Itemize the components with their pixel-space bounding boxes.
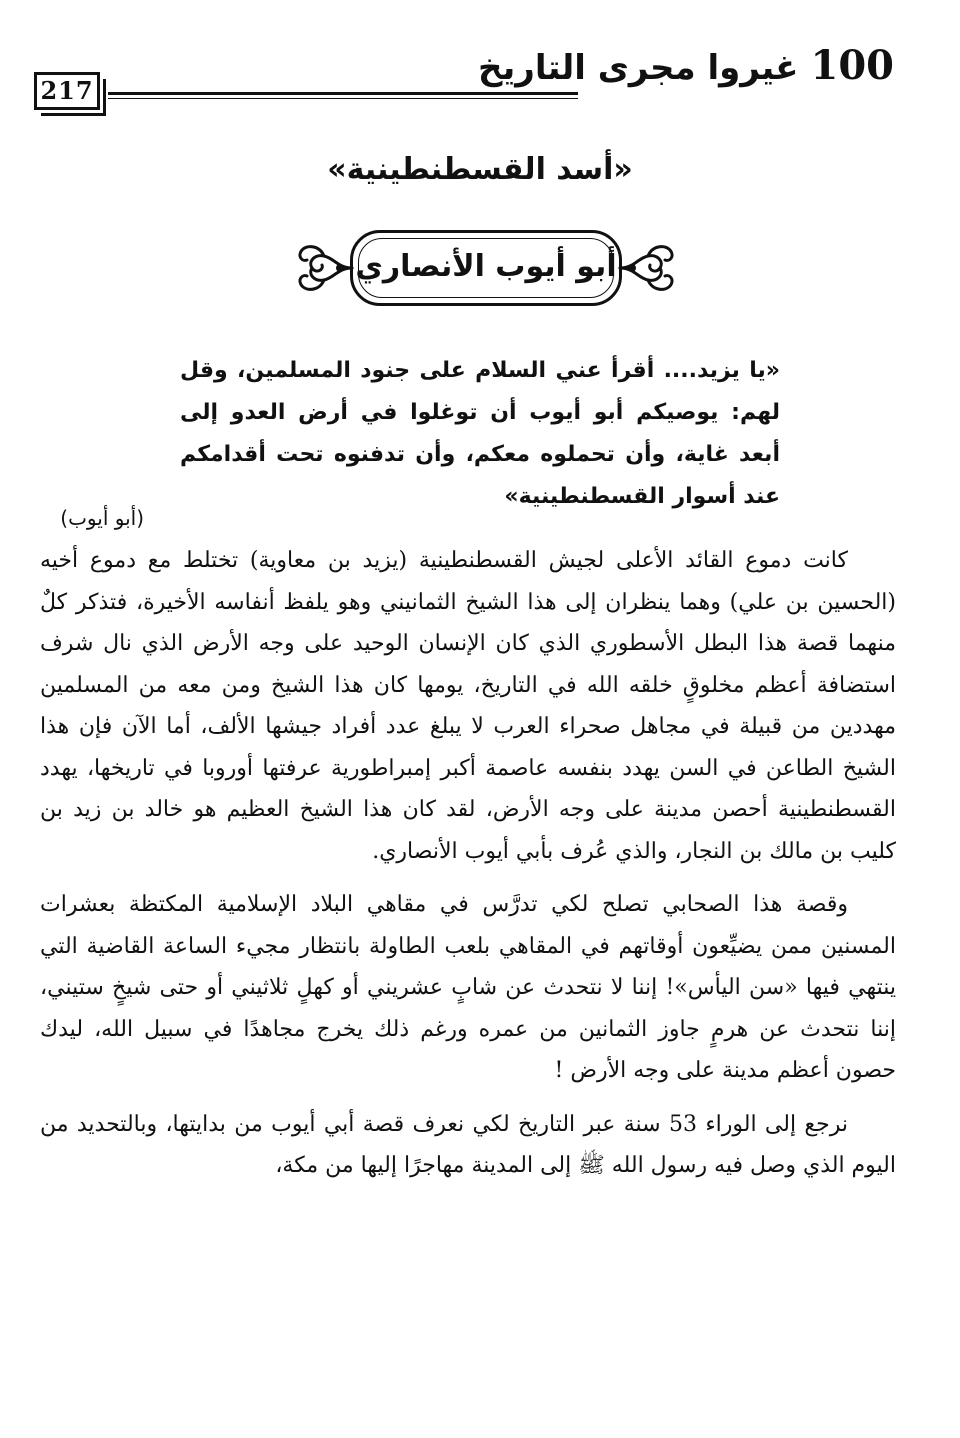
chapter-name-banner — [294, 222, 678, 314]
paragraph: كانت دموع القائد الأعلى لجيش القسطنطينية (يزيد بن معاوية) تختلط مع دموع أخيه (الحسين بن علي) وهما ينظران إلى هذا الشيخ الثمانيني وهو يلفظ أنفاسه الأخيرة، فتذكر كلٌ منهما قصة هذا البطل الأسطوري الذي كان الإنسان الوحيد على وجه الأرض الذي نال شرف استضافة أعظم مخلوقٍ خلقه الله في التاريخ، يومها كان هذا الشيخ ومن معه من المسلمين مهددين من قبيلة في مجاهل صحراء العرب لا يبلغ عدد أفراد جيشها الألف، أما الآن فإن هذا الشيخ الطاعن في السن يهدد بنفسه عاصمة أكبر إمبراطورية عرفتها أوروبا في تاريخها، يهدد القسطنطينية أحصن مدينة على وجه الأرض، لقد كان هذا الشيخ العظيم هو خالد بن زيد بن كليب بن مالك بن النجار، والذي عُرف بأبي أيوب الأنصاري. — [40, 548, 896, 864]
paragraph: وقصة هذا الصحابي تصلح لكي تدرَّس في مقاهي البلاد الإسلامية المكتظة بعشرات المسنين ممن يضيِّعون أوقاتهم في المقاهي بلعب الطاولة بانتظار مجيء الساعة القاضية التي ينتهي فيها «سن اليأس»! إننا لا نتحدث عن شابٍ عشريني أو كهلٍ ثلاثيني أو حتى شيخٍ ستيني، إننا نتحدث عن هرمٍ جاوز الثمانين من عمره ورغم ذلك يخرج مجاهدًا في سبيل الله، ليدك حصون أعظم مدينة على وجه الأرض ! — [40, 892, 896, 1083]
epigraph-source: (أبو أيوب) — [60, 506, 144, 530]
book-title-number: 100 — [810, 42, 894, 89]
chapter-subtitle: «أسد القسطنطينية» — [327, 152, 633, 187]
book-title-text: غيروا مجرى التاريخ — [478, 48, 799, 88]
page-number: 217 — [34, 72, 100, 110]
epigraph-quote: «يا يزيد.... أقرأ عني السلام على جنود المسلمين، وقل لهم: يوصيكم أبو أيوب أن توغلوا في أرض العدو إلى أبعد غاية، وأن تحملوه معكم، وأن تدفنوه تحت أقدامكم عند أسوار القسطنطينية» — [180, 358, 780, 509]
book-title — [478, 42, 894, 89]
ornament-right-icon — [618, 238, 678, 298]
chapter-name: أبو أيوب الأنصاري — [355, 249, 617, 284]
ornament-left-icon — [294, 238, 354, 298]
header-rule — [108, 92, 578, 95]
body-text — [40, 540, 896, 1187]
header-rule-thin — [108, 98, 578, 99]
paragraph: نرجع إلى الوراء 53 سنة عبر التاريخ لكي نعرف قصة أبي أيوب من بدايتها، وبالتحديد من اليوم الذي وصل فيه رسول الله ﷺ إلى المدينة مهاجرًا إليها من مكة، — [40, 1111, 896, 1178]
running-header — [34, 36, 894, 116]
